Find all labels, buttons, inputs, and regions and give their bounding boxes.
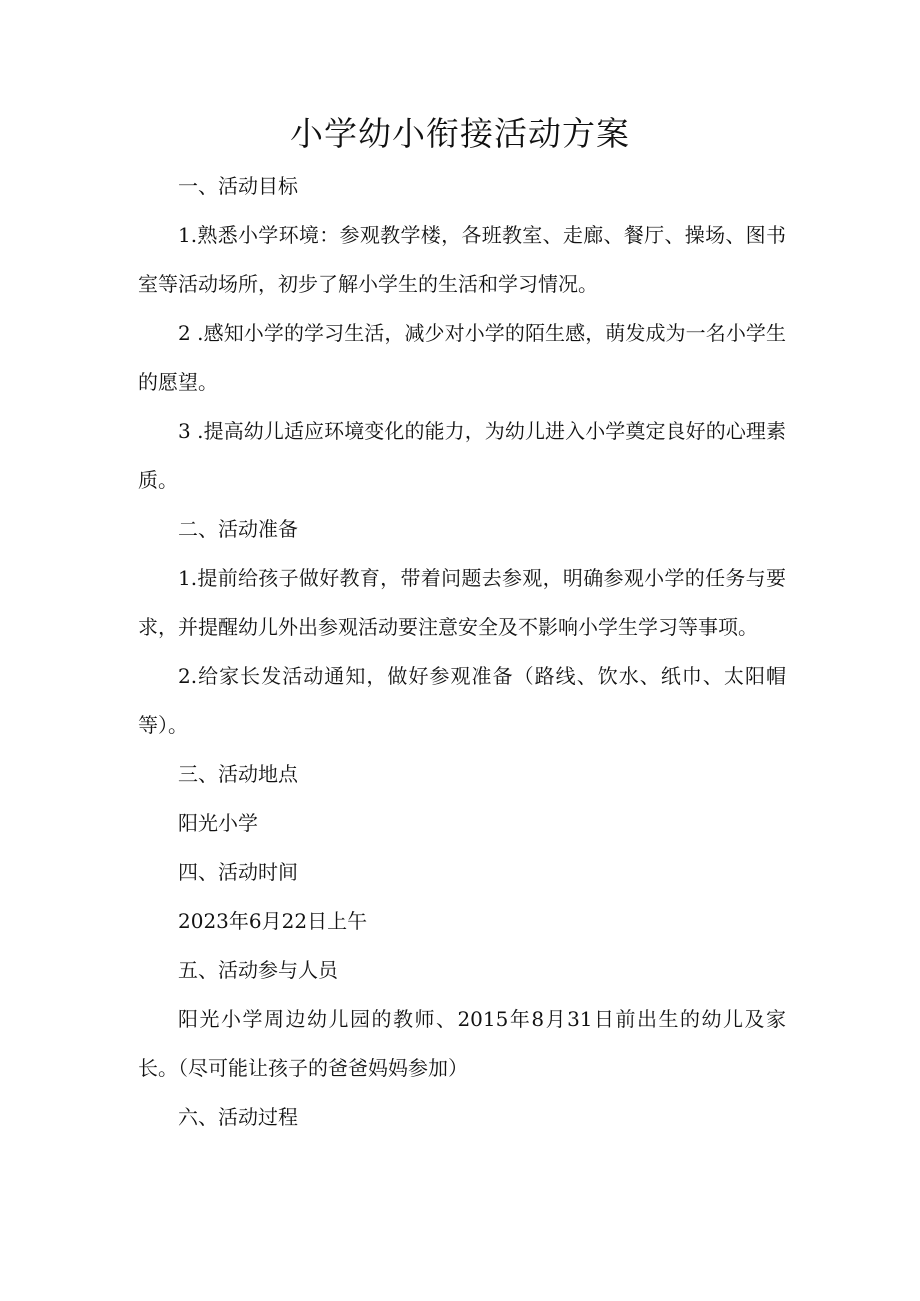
preparation-paragraph-1: 1.提前给孩子做好教育，带着问题去参观，明确参观小学的任务与要求，并提醒幼儿外出参观活动要注意安全及不影响小学生学习等事项。 <box>138 566 786 639</box>
goal-paragraph-1: 1.熟悉小学环境：参观教学楼，各班教室、走廊、餐厅、操场、图书室等活动场所，初步了解小学生的生活和学习情况。 <box>138 223 786 296</box>
preparation-paragraph-2: 2.给家长发活动通知，做好参观准备（路线、饮水、纸巾、太阳帽等）。 <box>138 664 786 737</box>
section-heading-preparation: 二、活动准备 <box>178 517 298 541</box>
section-heading-goals: 一、活动目标 <box>178 174 298 198</box>
document-title: 小学幼小衔接活动方案 <box>290 114 630 153</box>
goal-paragraph-3: 3 .提高幼儿适应环境变化的能力，为幼儿进入小学奠定良好的心理素质。 <box>138 419 786 492</box>
location-text: 阳光小学 <box>178 811 258 835</box>
goal-paragraph-2: 2 .感知小学的学习生活，减少对小学的陌生感，萌发成为一名小学生的愿望。 <box>138 321 786 394</box>
section-heading-time: 四、活动时间 <box>178 860 298 884</box>
section-heading-process: 六、活动过程 <box>178 1105 298 1129</box>
document-body <box>138 162 786 1142</box>
participants-text: 阳光小学周边幼儿园的教师、2015年8月31日前出生的幼儿及家长。（尽可能让孩子的爸爸妈妈参加） <box>138 1007 786 1080</box>
time-text: 2023年6月22日上午 <box>178 909 368 933</box>
section-heading-location: 三、活动地点 <box>178 762 298 786</box>
section-heading-participants: 五、活动参与人员 <box>178 958 338 982</box>
